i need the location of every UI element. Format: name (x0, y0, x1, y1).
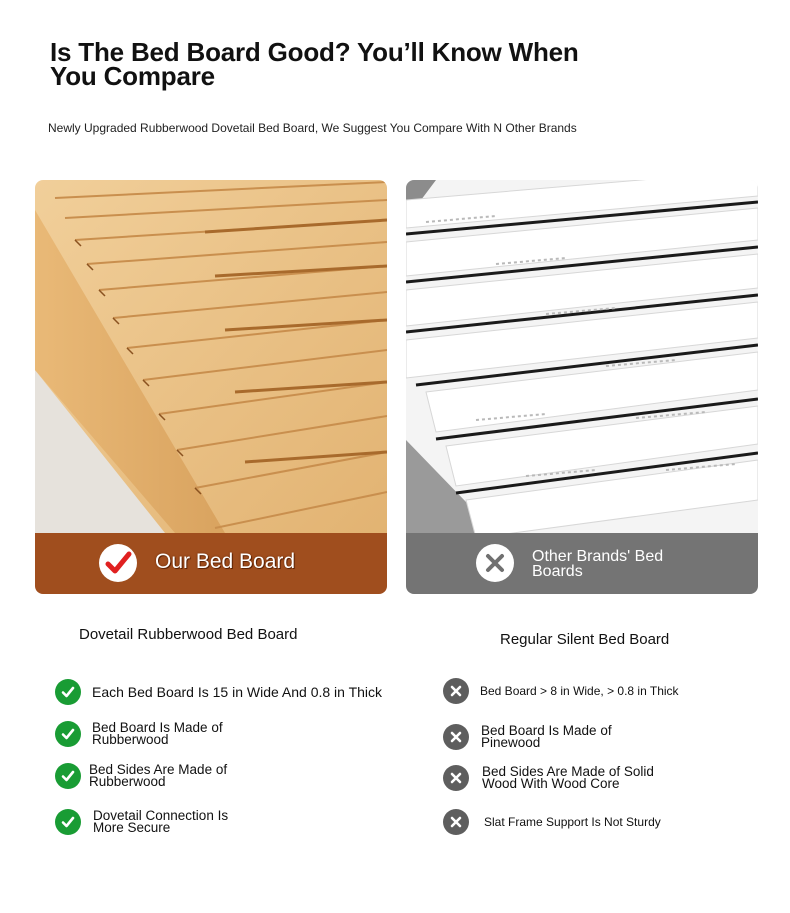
theirs-feature-text: Bed Board Is Made of Pinewood (481, 722, 612, 750)
theirs-feature-1 (443, 678, 679, 704)
checkmark-icon (104, 549, 132, 577)
ours-feature-1 (55, 679, 382, 705)
theirs-feature-3 (443, 765, 692, 791)
ours-feature-text: Each Bed Board Is 15 in Wide And 0.8 in Thick (92, 683, 383, 700)
ours-feature-3 (55, 763, 234, 789)
other-brands-panel (406, 180, 758, 594)
x-badge (476, 544, 514, 582)
check-circle-icon (55, 721, 81, 747)
other-brands-label: Other Brands' Bed Boards (532, 548, 664, 580)
our-bed-board-photo (35, 180, 387, 533)
check-circle-icon (55, 763, 81, 789)
ours-feature-4 (55, 809, 253, 835)
theirs-feature-4 (443, 809, 661, 835)
other-brands-banner (406, 533, 758, 594)
x-icon (483, 551, 507, 575)
other-brands-bed-board-photo (406, 180, 758, 533)
check-circle-icon (55, 809, 81, 835)
ours-column-heading: Dovetail Rubberwood Bed Board (79, 626, 298, 643)
theirs-feature-text: Slat Frame Support Is Not Sturdy (484, 814, 661, 829)
ours-feature-text: Bed Board Is Made of Rubberwood (92, 719, 223, 747)
ours-feature-text: Dovetail Connection Is More Secure (93, 807, 229, 835)
theirs-column-heading: Regular Silent Bed Board (500, 631, 670, 648)
checkmark-badge (99, 544, 137, 582)
theirs-feature-2 (443, 724, 641, 750)
ours-feature-text: Bed Sides Are Made of Rubberwood (89, 761, 228, 789)
x-circle-icon (443, 809, 469, 835)
page-subtitle: Newly Upgraded Rubberwood Dovetail Bed Board, We Suggest You Compare With N Other Brands (48, 121, 577, 135)
x-circle-icon (443, 765, 469, 791)
x-circle-icon (443, 724, 469, 750)
our-bed-board-banner (35, 533, 387, 594)
our-bed-board-panel (35, 180, 387, 594)
our-bed-board-label: Our Bed Board (155, 550, 296, 573)
ours-feature-2 (55, 721, 242, 747)
theirs-feature-text: Bed Sides Are Made of Solid Wood With Wood Core (482, 763, 654, 791)
check-circle-icon (55, 679, 81, 705)
theirs-feature-text: Bed Board > 8 in Wide, > 0.8 in Thick (480, 683, 679, 698)
x-circle-icon (443, 678, 469, 704)
page-title: Is The Bed Board Good? You’ll Know When You Compare (50, 37, 579, 91)
